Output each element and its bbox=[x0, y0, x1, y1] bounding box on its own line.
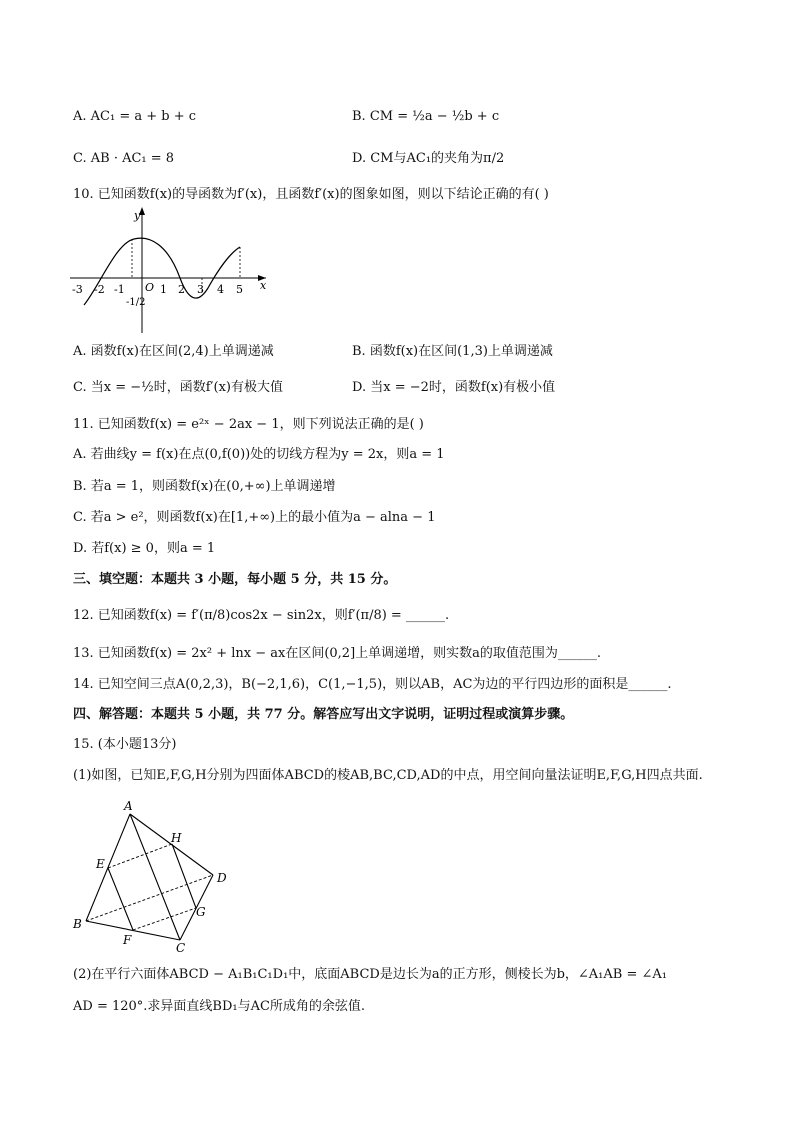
tick-label: 3 bbox=[197, 283, 204, 296]
q10-option-a: A. 函数f(x)在区间(2,4)上单调递减 bbox=[73, 344, 274, 359]
q11-option-b: B. 若a = 1，则函数f(x)在(0,+∞)上单调递增 bbox=[73, 479, 336, 494]
q15-part2-line1: (2)在平行六面体ABCD − A₁B₁C₁D₁中，底面ABCD是边长为a的正方形，侧棱长为b，∠A₁AB = ∠A₁ bbox=[73, 967, 667, 982]
y-axis-label: y bbox=[134, 209, 141, 222]
q12-stem: 12. 已知函数f(x) = f′(π/8)cos2x − sin2x，则f′(π/8) = ______. bbox=[73, 608, 450, 623]
point-label-f: F bbox=[123, 933, 132, 947]
q10-option-b: B. 函数f(x)在区间(1,3)上单调递减 bbox=[352, 344, 553, 359]
segment-ef bbox=[108, 868, 133, 930]
q9-option-a: A. AC₁ = a + b + c bbox=[73, 109, 197, 124]
section-3-heading: 三、填空题：本题共 3 小题，每小题 5 分，共 15 分。 bbox=[73, 572, 397, 587]
vertex-label-b: B bbox=[73, 917, 82, 931]
section-4-heading: 四、解答题：本题共 5 小题，共 77 分。解答应写出文字说明，证明过程或演算步骤。 bbox=[73, 707, 574, 722]
q9-option-d: D. CM与AC₁的夹角为π/2 bbox=[352, 151, 505, 166]
q10-stem: 10. 已知函数f(x)的导函数为f′(x)，且函数f′(x)的图象如图，则以下结论正确的有( ) bbox=[73, 187, 549, 202]
q10-option-d: D. 当x = −2时，函数f(x)有极小值 bbox=[352, 380, 556, 395]
tick-label: -2 bbox=[94, 283, 105, 296]
tick-label: -1 bbox=[114, 283, 125, 296]
x-axis-label: x bbox=[260, 279, 267, 292]
q15-title: 15. (本小题13分) bbox=[73, 737, 177, 752]
q9-option-c: C. AB · AC₁ = 8 bbox=[73, 151, 175, 166]
derivative-graph bbox=[68, 205, 278, 335]
q15-part2-line2: AD = 120°.求异面直线BD₁与AC所成角的余弦值. bbox=[73, 999, 366, 1014]
tetrahedron-figure bbox=[68, 796, 238, 956]
tick-label: 1 bbox=[160, 283, 167, 296]
q9-option-b: B. CM = ½a − ½b + c bbox=[352, 109, 500, 124]
tick-label: 5 bbox=[236, 283, 243, 296]
origin-label: O bbox=[145, 281, 155, 294]
q13-stem: 13. 已知函数f(x) = 2x² + lnx − ax在区间(0,2]上单调递增，则实数a的取值范围为______. bbox=[73, 646, 602, 661]
q15-part1: (1)如图，已知E,F,G,H分别为四面体ABCD的棱AB,BC,CD,AD的中点，用空间向量法证明E,F,G,H四点共面. bbox=[73, 768, 703, 783]
edge-bc bbox=[86, 921, 180, 940]
tick-label: -3 bbox=[72, 283, 83, 296]
point-label-e: E bbox=[96, 857, 105, 871]
tick-label: 2 bbox=[178, 283, 185, 296]
vertex-label-c: C bbox=[176, 941, 186, 955]
q11-option-a: A. 若曲线y = f(x)在点(0,f(0))处的切线方程为y = 2x，则a = 1 bbox=[73, 447, 445, 462]
tick-label: -1/2 bbox=[126, 297, 146, 308]
point-label-g: G bbox=[196, 905, 206, 919]
q10-option-c: C. 当x = −½时，函数f′(x)有极大值 bbox=[73, 380, 283, 395]
q11-stem: 11. 已知函数f(x) = e²ˣ − 2ax − 1，则下列说法正确的是( ) bbox=[73, 417, 424, 432]
point-label-h: H bbox=[171, 831, 182, 845]
vertex-label-d: D bbox=[217, 871, 227, 885]
edge-bd-dashed bbox=[86, 875, 213, 921]
vertex-label-a: A bbox=[124, 799, 133, 813]
q11-option-c: C. 若a > e²，则函数f(x)在[1,+∞)上的最小值为a − alna − 1 bbox=[73, 510, 436, 525]
segment-eh bbox=[108, 844, 172, 868]
q11-option-d: D. 若f(x) ≥ 0，则a = 1 bbox=[73, 541, 216, 556]
q14-stem: 14. 已知空间三点A(0,2,3)，B(−2,1,6)，C(1,−1,5)，则以AB，AC为边的平行四边形的面积是______. bbox=[73, 677, 672, 692]
tick-label: 4 bbox=[217, 283, 224, 296]
